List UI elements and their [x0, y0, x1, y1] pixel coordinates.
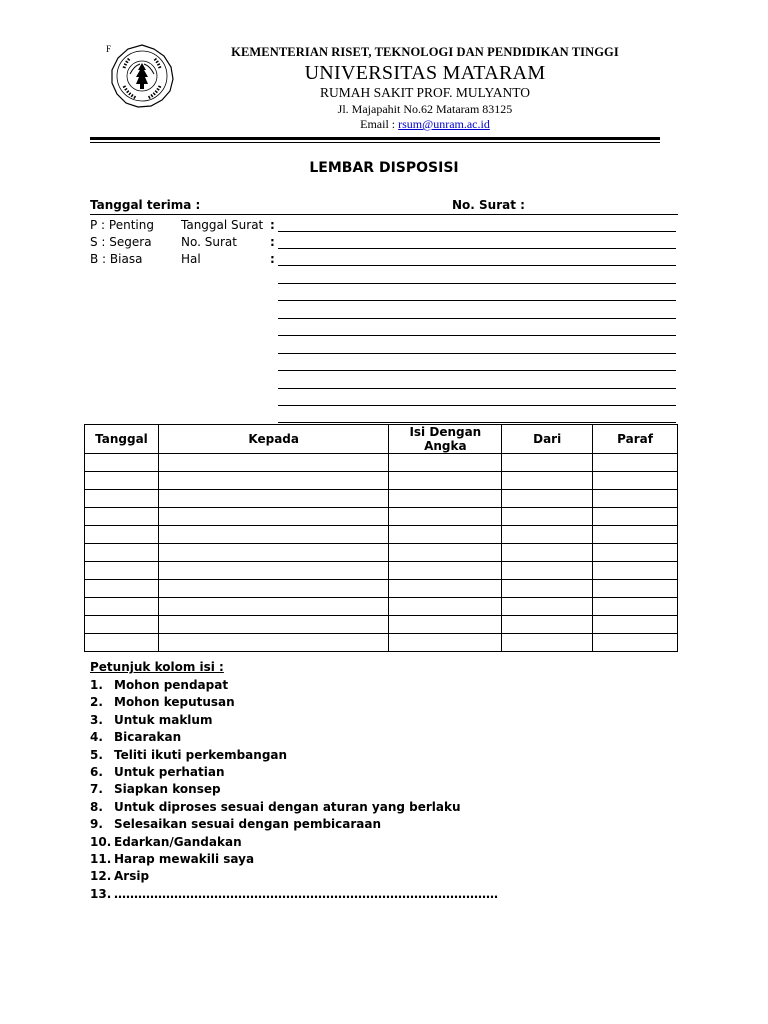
item-number: 12. [90, 869, 112, 884]
table-cell[interactable] [593, 598, 678, 616]
table-cell[interactable] [389, 454, 502, 472]
table-cell[interactable] [502, 526, 593, 544]
table-row [85, 598, 678, 616]
table-cell[interactable] [85, 580, 159, 598]
hal-fill-line[interactable] [278, 353, 676, 354]
table-cell[interactable] [502, 616, 593, 634]
item-number: 1. [90, 678, 103, 692]
table-cell[interactable] [158, 508, 389, 526]
list-item [90, 816, 498, 833]
hal-fill-line[interactable] [278, 318, 676, 319]
table-cell[interactable] [502, 544, 593, 562]
list-item [90, 886, 498, 903]
table-cell[interactable] [85, 616, 159, 634]
item-number: 6. [90, 764, 103, 779]
hospital-email-line [190, 117, 660, 132]
disposition-table [84, 424, 678, 652]
table-cell[interactable] [502, 580, 593, 598]
item-number: 3. [90, 712, 103, 727]
instructions-list [90, 677, 498, 903]
no-surat-label: No. Surat [181, 235, 237, 249]
table-cell[interactable] [502, 598, 593, 616]
table-cell[interactable] [593, 454, 678, 472]
priority-biasa: B : Biasa [90, 252, 143, 266]
table-cell[interactable] [389, 508, 502, 526]
item-text: Edarkan/Gandakan [114, 834, 242, 849]
tanggal-surat-label: Tanggal Surat [181, 218, 264, 232]
table-row [85, 580, 678, 598]
table-cell[interactable] [158, 454, 389, 472]
table-cell[interactable] [85, 454, 159, 472]
table-cell[interactable] [502, 634, 593, 652]
university-name: UNIVERSITAS MATARAM [304, 62, 546, 84]
tanggal-terima-label: Tanggal terima : [90, 198, 201, 212]
item-number: 5. [90, 747, 103, 762]
item-number: 10. [90, 834, 112, 849]
hal-fill-line[interactable] [278, 405, 676, 406]
hal-fill-line[interactable] [278, 335, 676, 336]
list-item [90, 747, 498, 764]
table-row [85, 472, 678, 490]
table-cell[interactable] [389, 616, 502, 634]
item-text: Mohon keputusan [114, 695, 235, 710]
table-cell[interactable] [85, 562, 159, 580]
hal-fill-line[interactable] [278, 283, 676, 284]
item-number: 7. [90, 782, 103, 797]
list-item [90, 729, 498, 746]
list-item [90, 781, 498, 798]
table-cell[interactable] [158, 472, 389, 490]
list-item [90, 799, 498, 816]
priority-penting: P : Penting [90, 218, 154, 232]
item-number: 2. [90, 695, 103, 710]
ministry-name: KEMENTERIAN RISET, TEKNOLOGI DAN PENDIDIKAN TINGGI [231, 45, 619, 59]
no-surat-fill-line[interactable] [278, 248, 676, 249]
table-cell[interactable] [85, 544, 159, 562]
header-divider-thin [90, 142, 660, 143]
list-item [90, 851, 498, 868]
hal-fill-line[interactable] [278, 388, 676, 389]
item-number: 8. [90, 799, 103, 814]
item-text: Arsip [114, 869, 150, 884]
table-cell[interactable] [389, 472, 502, 490]
item-text: Selesaikan sesuai dengan pembicaraan [114, 817, 382, 832]
item-number: 11. [90, 851, 112, 866]
item-number: 13. [90, 886, 112, 901]
university-seal-logo [110, 44, 174, 108]
table-cell[interactable] [593, 490, 678, 508]
table-cell[interactable] [593, 616, 678, 634]
col-kepada: Kepada [158, 425, 389, 454]
table-row [85, 454, 678, 472]
item-text: …………………………………………………………………………………… [114, 886, 498, 901]
list-item [90, 868, 498, 885]
col-tanggal: Tanggal [85, 425, 159, 454]
hospital-address: Jl. Majapahit No.62 Mataram 83125 [337, 102, 513, 116]
table-cell[interactable] [158, 526, 389, 544]
table-cell[interactable] [502, 490, 593, 508]
col-paraf: Paraf [593, 425, 678, 454]
table-cell[interactable] [158, 562, 389, 580]
colon-hal: : [270, 252, 275, 266]
item-text: Untuk diproses sesuai dengan aturan yang berlaku [114, 799, 461, 814]
table-cell[interactable] [593, 562, 678, 580]
list-item [90, 712, 498, 729]
item-text: Harap mewakili saya [114, 851, 255, 866]
item-text: Bicarakan [114, 730, 182, 745]
email-label: Email : [360, 117, 399, 131]
list-item [90, 764, 498, 781]
table-cell[interactable] [593, 526, 678, 544]
instructions-title: Petunjuk kolom isi : [90, 660, 224, 674]
table-cell[interactable] [502, 562, 593, 580]
priority-segera: S : Segera [90, 235, 152, 249]
form-title: LEMBAR DISPOSISI [309, 160, 459, 176]
table-cell[interactable] [389, 580, 502, 598]
list-item [90, 694, 498, 711]
item-text: Untuk maklum [114, 712, 213, 727]
table-cell[interactable] [85, 508, 159, 526]
logo-mark: F [106, 44, 112, 54]
item-number: 4. [90, 730, 103, 745]
table-cell[interactable] [85, 634, 159, 652]
hal-fill-line[interactable] [278, 370, 676, 371]
list-item [90, 834, 498, 851]
hospital-name: RUMAH SAKIT PROF. MULYANTO [319, 85, 531, 100]
col-isi-dengan-angka: Isi Dengan Angka [389, 425, 502, 454]
table-cell[interactable] [502, 508, 593, 526]
table-cell[interactable] [158, 634, 389, 652]
email-link[interactable]: rsum@unram.ac.id [398, 117, 490, 131]
table-cell[interactable] [389, 526, 502, 544]
table-cell[interactable] [389, 598, 502, 616]
table-row [85, 544, 678, 562]
hal-fill-line[interactable] [278, 265, 676, 266]
item-text: Untuk perhatian [114, 764, 225, 779]
table-cell[interactable] [158, 544, 389, 562]
header-divider-thick [90, 137, 660, 140]
table-cell[interactable] [502, 454, 593, 472]
list-item [90, 677, 498, 694]
table-cell[interactable] [389, 562, 502, 580]
table-cell[interactable] [85, 598, 159, 616]
table-cell[interactable] [85, 526, 159, 544]
item-number: 9. [90, 817, 103, 832]
colon-tanggal-surat: : [270, 218, 275, 232]
colon-no-surat: : [270, 235, 275, 249]
table-cell[interactable] [593, 634, 678, 652]
table-cell[interactable] [593, 508, 678, 526]
table-row [85, 616, 678, 634]
item-text: Siapkan konsep [114, 782, 221, 797]
table-row [85, 562, 678, 580]
hal-fill-line[interactable] [278, 422, 676, 423]
table-cell[interactable] [593, 580, 678, 598]
table-row [85, 490, 678, 508]
meta-divider [90, 214, 678, 215]
col-dari: Dari [502, 425, 593, 454]
table-cell[interactable] [158, 580, 389, 598]
hal-fill-line[interactable] [278, 300, 676, 301]
table-cell[interactable] [502, 472, 593, 490]
table-row [85, 526, 678, 544]
table-cell[interactable] [593, 544, 678, 562]
table-row [85, 508, 678, 526]
item-text: Mohon pendapat [114, 678, 229, 692]
table-cell[interactable] [158, 616, 389, 634]
table-cell[interactable] [158, 598, 389, 616]
table-cell[interactable] [158, 490, 389, 508]
table-cell[interactable] [85, 490, 159, 508]
table-row [85, 634, 678, 652]
tanggal-surat-fill-line[interactable] [278, 231, 676, 232]
table-cell[interactable] [389, 544, 502, 562]
table-cell[interactable] [85, 472, 159, 490]
no-surat-top-label: No. Surat : [452, 198, 525, 212]
table-header-row [85, 425, 678, 454]
item-text: Teliti ikuti perkembangan [114, 747, 288, 762]
table-cell[interactable] [593, 472, 678, 490]
table-cell[interactable] [389, 490, 502, 508]
hal-label: Hal [181, 252, 201, 266]
table-cell[interactable] [389, 634, 502, 652]
